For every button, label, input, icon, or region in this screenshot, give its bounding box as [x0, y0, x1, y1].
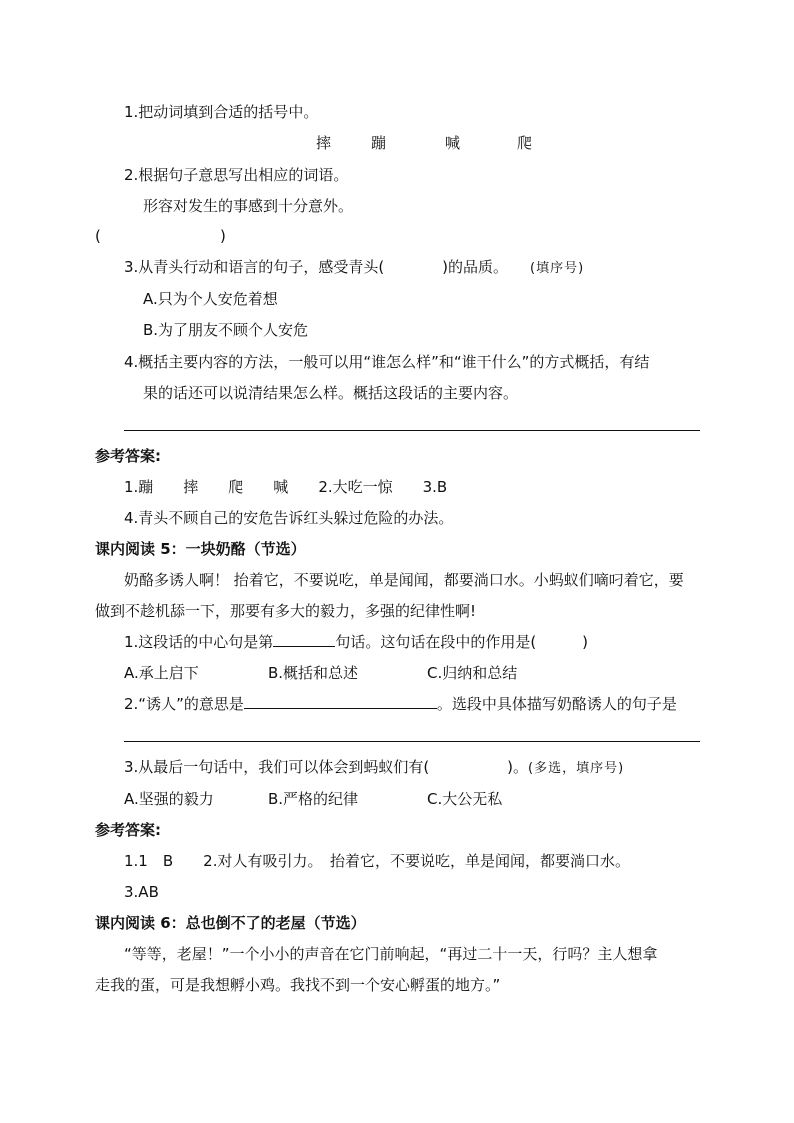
question-3-note: (多选，填序号) — [528, 761, 625, 776]
answer-paren-close: ) — [220, 227, 226, 245]
answer-heading: 参考答案: — [95, 447, 161, 465]
section-title: 课内阅读 6：总也倒不了的老屋（节选） — [95, 914, 366, 932]
question-2-sentence: 形容对发生的事感到十分意外。 — [143, 197, 354, 215]
question-3-text: 3.从最后一句话中，我们可以体会到蚂蚁们有( — [124, 758, 430, 776]
verb-2: 蹦 — [371, 134, 387, 152]
answer-line-2: 4.青头不顾自己的安危告诉红头躲过危险的办法。 — [124, 509, 454, 527]
question-3-virtues — [124, 757, 624, 779]
question-2-meaning — [124, 694, 677, 714]
option-c: C.大公无私 — [427, 790, 503, 808]
question-3-text: 3.从青头行动和语言的句子，感受青头( — [124, 258, 385, 276]
passage-line-1: 奶酪多诱人啊！ 抬着它，不要说吃，单是闻闻，都要淌口水。小蚂蚁们嘀叼着它，要 — [124, 571, 684, 589]
option-a: A.只为个人安危着想 — [143, 290, 278, 308]
question-4-line-1: 4.概括主要内容的方法，一般可以用“谁怎么样”和“谁干什么”的方式概括，有结 — [124, 353, 650, 371]
verb-1: 摔 — [316, 134, 332, 152]
question-1-text-end: ) — [582, 633, 589, 651]
verb-3: 喊 — [445, 134, 461, 152]
question-2-text: 2.“诱人”的意思是 — [124, 695, 244, 713]
answer-line[interactable] — [124, 741, 700, 742]
answer-blank[interactable] — [244, 694, 437, 709]
question-3-note: (填序号) — [530, 261, 585, 276]
option-b: B.为了朋友不顾个人安危 — [143, 321, 309, 339]
answer-line-2: 3.AB — [124, 883, 159, 901]
answer-heading: 参考答案: — [95, 821, 161, 839]
passage-line-1: “等等，老屋！”一个小小的声音在它门前响起，“再过二十一天，行吗？主人想拿 — [124, 945, 658, 963]
option-a: A.坚强的毅力 — [124, 790, 214, 808]
question-2-text-end: 。选段中具体描写奶酪诱人的句子是 — [436, 695, 677, 713]
question-1-fill-verbs: 1.把动词填到合适的括号中。 — [124, 103, 319, 121]
answer-line-1: 1.1 B 2.对人有吸引力。 抬着它，不要说吃，单是闻闻，都要淌口水。 — [124, 852, 630, 870]
option-b: B.严格的纪律 — [268, 790, 359, 808]
answer-paren-open: ( — [95, 227, 101, 245]
answer-line-1: 1.蹦 摔 爬 喊 2.大吃一惊 3.B — [124, 478, 448, 496]
passage-line-2: 走我的蛋，可是我想孵小鸡。我找不到一个安心孵蛋的地方。” — [95, 976, 501, 994]
question-3-quality — [124, 257, 584, 279]
question-1-text: 1.这段话的中心句是第 — [124, 633, 274, 651]
answer-blank[interactable] — [273, 632, 335, 647]
option-c: C.归纳和总结 — [427, 664, 518, 682]
answer-line[interactable] — [124, 430, 700, 431]
option-b: B.概括和总述 — [268, 664, 359, 682]
question-3-text-end: )。 — [507, 758, 529, 776]
question-4-line-2: 果的话还可以说清结果怎么样。概括这段话的主要内容。 — [143, 384, 519, 402]
question-1-text-mid: 句话。这句话在段中的作用是( — [335, 633, 537, 651]
verb-4: 爬 — [517, 134, 533, 152]
passage-line-2: 做到不趁机舔一下，那要有多大的毅力，多强的纪律性啊! — [95, 602, 477, 620]
option-a: A.承上启下 — [124, 664, 199, 682]
question-2-word: 2.根据句子意思写出相应的词语。 — [124, 166, 349, 184]
section-title: 课内阅读 5：一块奶酪（节选） — [95, 540, 306, 558]
question-3-text-end: )的品质。 — [442, 258, 509, 276]
question-1-central-sentence — [124, 632, 588, 652]
